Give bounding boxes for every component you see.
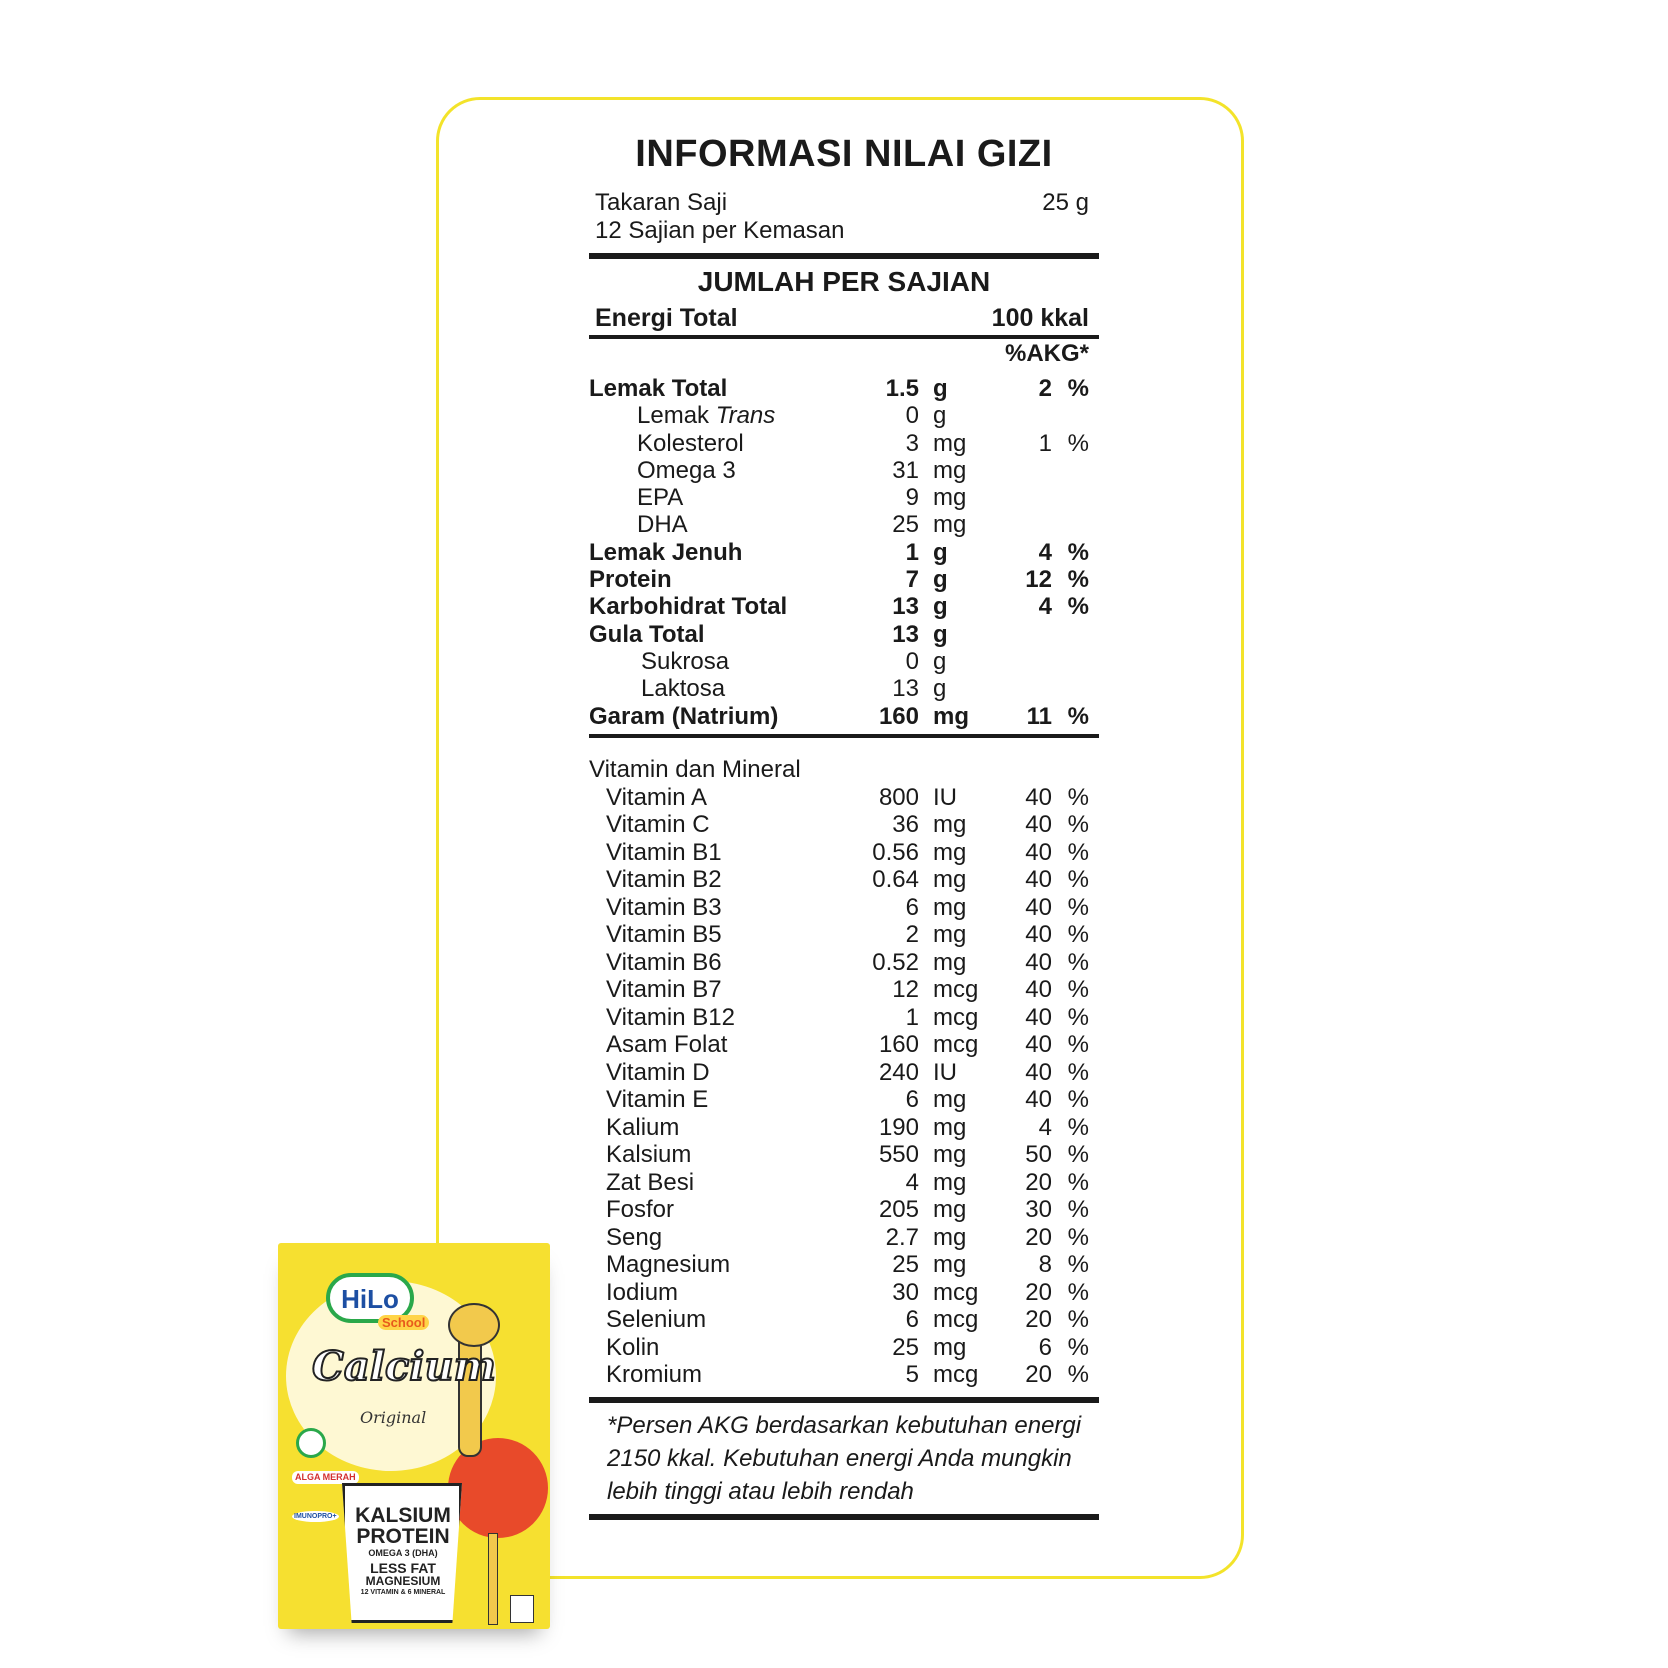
percent-sign: % [1067, 1168, 1089, 1196]
vitamin-row [589, 1251, 1099, 1279]
percent-sign: % [1067, 429, 1089, 457]
percent-sign: % [1067, 976, 1089, 1004]
percent-sign: % [1067, 948, 1089, 976]
nutrient-amount: 25 [892, 511, 919, 539]
nutrient-amount: 13 [892, 675, 919, 703]
vitamin-unit: mg [933, 1113, 967, 1141]
nutrient-name: Gula Total [589, 620, 705, 648]
divider [589, 253, 1099, 259]
percent-sign: % [1067, 1113, 1089, 1141]
percent-sign: % [1067, 1058, 1089, 1086]
energy-value: 100 kkal [991, 304, 1089, 332]
nutrient-unit: mg [933, 484, 967, 512]
nutrient-name: Sukrosa [641, 647, 730, 675]
vitamin-row [589, 1086, 1099, 1114]
percent-sign: % [1067, 375, 1089, 402]
vitamin-akg: 40 [1025, 948, 1052, 976]
vitamin-row [589, 1279, 1099, 1307]
vitamin-akg: 50 [1025, 1141, 1052, 1169]
vitamin-row [589, 976, 1099, 1004]
vitamin-akg: 4 [1038, 1113, 1052, 1141]
vitamin-akg: 40 [1025, 893, 1052, 921]
vitamin-name: Magnesium [606, 1251, 731, 1279]
vitamin-amount: 0.56 [872, 838, 919, 866]
vitamin-unit: mcg [933, 976, 979, 1004]
vitamin-amount: 240 [878, 1058, 919, 1086]
percent-sign: % [1067, 893, 1089, 921]
nutrient-amount: 31 [892, 456, 919, 484]
nutrient-row [589, 375, 1099, 402]
nutrient-row [589, 703, 1099, 730]
vitamin-name: Vitamin B1 [606, 838, 722, 866]
nutrient-name: Omega 3 [637, 456, 736, 484]
vitamin-name: Zat Besi [606, 1168, 695, 1196]
vitamin-unit: mg [933, 893, 967, 921]
vitamin-name: Kalium [606, 1113, 680, 1141]
vitamin-unit: mg [933, 1196, 967, 1224]
percent-sign: % [1067, 866, 1089, 894]
vitamin-row [589, 1196, 1099, 1224]
nutrient-row [589, 675, 1099, 702]
vitamin-amount: 550 [878, 1141, 919, 1169]
vitamin-akg: 20 [1025, 1223, 1052, 1251]
vitamin-unit: mg [933, 1251, 967, 1279]
vitamin-name: Vitamin B12 [606, 1003, 735, 1031]
product-variant: Original [360, 1408, 427, 1427]
vitamin-name: Fosfor [606, 1196, 675, 1224]
product-claims: KALSIUM PROTEIN OMEGA 3 (DHA) LESS FAT MAGNESIUM 12 VITAMIN & 6 MINERAL [355, 1504, 451, 1596]
vitamin-name: Selenium [606, 1306, 707, 1334]
vitamin-akg: 40 [1025, 976, 1052, 1004]
percent-sign: % [1067, 838, 1089, 866]
akg-heading: %AKG* [1004, 340, 1089, 367]
vitamin-row [589, 1031, 1099, 1059]
nutrient-row [589, 593, 1099, 620]
vitamin-name: Vitamin B2 [606, 866, 722, 894]
vitamin-list [589, 784, 1099, 1389]
vitamin-name: Vitamin C [606, 811, 710, 839]
nutrient-unit: g [933, 538, 948, 566]
nutrient-amount: 0 [905, 402, 919, 430]
vitamin-row [589, 811, 1099, 839]
vitamin-row [589, 784, 1099, 812]
divider [589, 1514, 1099, 1520]
vitamin-unit: mg [933, 1223, 967, 1251]
vitamin-amount: 36 [892, 811, 919, 839]
percent-sign: % [1067, 921, 1089, 949]
nutrient-unit: g [933, 402, 947, 430]
nutrient-row [589, 539, 1099, 566]
percent-sign: % [1067, 702, 1089, 730]
vitamin-unit: mg [933, 1086, 967, 1114]
vitamin-unit: mcg [933, 1306, 979, 1334]
percent-sign: % [1067, 1223, 1089, 1251]
vitamin-amount: 25 [892, 1251, 919, 1279]
vitamin-unit: mcg [933, 1278, 979, 1306]
percent-sign: % [1067, 566, 1089, 594]
vitamin-akg: 20 [1025, 1306, 1052, 1334]
vitamin-name: Seng [606, 1223, 663, 1251]
nutrient-row [589, 621, 1099, 648]
percent-sign: % [1067, 1086, 1089, 1114]
vitamin-name: Vitamin B3 [606, 893, 722, 921]
nutrient-row [589, 402, 1099, 429]
vitamin-amount: 4 [905, 1168, 919, 1196]
vitamin-akg: 8 [1038, 1251, 1052, 1279]
vitamin-amount: 30 [892, 1278, 919, 1306]
vitamin-row [589, 1224, 1099, 1252]
vitamin-amount: 1 [905, 1003, 919, 1031]
vitamin-amount: 2 [905, 921, 919, 949]
vitamin-unit: mg [933, 948, 967, 976]
vitamin-akg: 20 [1025, 1278, 1052, 1306]
serving-size-label: Takaran Saji [595, 189, 728, 216]
vitamin-unit: mg [933, 1168, 967, 1196]
vitamin-amount: 6 [905, 1306, 919, 1334]
vitamin-name: Vitamin A [606, 783, 707, 811]
nutrient-amount: 13 [892, 620, 919, 648]
vitamin-amount: 6 [905, 893, 919, 921]
nutrient-row [589, 511, 1099, 538]
vitamin-amount: 25 [892, 1333, 919, 1361]
vitamin-name: Vitamin B6 [606, 948, 722, 976]
nutrient-name: Lemak Jenuh [589, 538, 743, 566]
energy-row [589, 301, 1099, 335]
nutrient-name: Protein [589, 566, 672, 594]
vitamin-unit: mg [933, 921, 967, 949]
vitamin-row [589, 1169, 1099, 1197]
vitamin-name: Kromium [606, 1361, 703, 1389]
vitamin-unit: mg [933, 838, 967, 866]
nutrient-akg: 4 [1038, 593, 1052, 621]
vitamin-amount: 2.7 [885, 1223, 919, 1251]
halal-logo-icon [510, 1595, 534, 1623]
vitamin-row [589, 1004, 1099, 1032]
nutrient-unit: g [933, 620, 948, 648]
vitamin-amount: 12 [892, 976, 919, 1004]
percent-sign: % [1067, 538, 1089, 566]
vitamin-akg: 40 [1025, 811, 1052, 839]
vitamin-row [589, 1114, 1099, 1142]
serving-size-value: 25 g [1042, 189, 1089, 216]
percent-sign: % [1067, 1196, 1089, 1224]
vitamin-akg: 20 [1025, 1168, 1052, 1196]
vitamin-name: Vitamin D [606, 1058, 710, 1086]
vitamin-akg: 40 [1025, 838, 1052, 866]
sub-brand-logo: School [378, 1315, 429, 1330]
vitamin-row [589, 1141, 1099, 1169]
nutrient-row [589, 457, 1099, 484]
vitamin-akg: 40 [1025, 866, 1052, 894]
brand-logo: HiLo [326, 1273, 414, 1323]
vitamin-row [589, 894, 1099, 922]
percent-sign: % [1067, 1003, 1089, 1031]
percent-sign: % [1067, 1361, 1089, 1389]
vitamin-amount: 205 [878, 1196, 919, 1224]
percent-sign: % [1067, 1251, 1089, 1279]
vitamin-name: Asam Folat [606, 1031, 728, 1059]
nutrient-amount: 7 [905, 566, 919, 594]
vitamin-akg: 20 [1025, 1361, 1052, 1389]
nutrient-name: EPA [637, 484, 684, 512]
alga-merah-badge: ALGA MERAH [292, 1471, 359, 1484]
vitamin-name: Vitamin B7 [606, 976, 722, 1004]
immuno-badge: IMUNOPRO+ [294, 1513, 337, 1520]
nutrient-akg: 1 [1038, 429, 1052, 457]
nutrient-list [589, 375, 1099, 730]
nutrient-akg: 12 [1025, 566, 1052, 594]
vitamin-amount: 190 [878, 1113, 919, 1141]
product-package-image [278, 1243, 550, 1629]
percent-sign: % [1067, 1278, 1089, 1306]
energy-label: Energi Total [595, 304, 738, 332]
nutrient-akg: 2 [1038, 375, 1052, 402]
vitamin-row [589, 1361, 1099, 1389]
nutrient-amount: 1 [905, 538, 919, 566]
vitamin-unit: mcg [933, 1361, 979, 1389]
vitamin-akg: 40 [1025, 783, 1052, 811]
vitamin-akg: 40 [1025, 1031, 1052, 1059]
percent-sign: % [1067, 593, 1089, 621]
vitamin-amount: 0.64 [872, 866, 919, 894]
vitamin-unit: mg [933, 866, 967, 894]
nutrient-row [589, 484, 1099, 511]
vitamins-heading: Vitamin dan Mineral [589, 755, 801, 783]
servings-per-pack: 12 Sajian per Kemasan [595, 217, 845, 244]
nutrient-unit: mg [933, 511, 967, 539]
vitamin-unit: mg [933, 1333, 967, 1361]
nutrient-row [589, 430, 1099, 457]
label-title: INFORMASI NILAI GIZI [635, 133, 1053, 175]
vitamin-unit: IU [933, 783, 957, 811]
vitamin-amount: 160 [878, 1031, 919, 1059]
nutrient-amount: 3 [905, 429, 919, 457]
nutrient-name: Kolesterol [637, 429, 744, 457]
nutrient-amount: 9 [905, 484, 919, 512]
vitamin-akg: 40 [1025, 1003, 1052, 1031]
nutrient-akg: 11 [1026, 702, 1052, 730]
vitamin-name: Iodium [606, 1278, 679, 1306]
vitamin-row [589, 839, 1099, 867]
vitamin-row [589, 1306, 1099, 1334]
vitamin-amount: 800 [878, 783, 919, 811]
vitamin-name: Kalsium [606, 1141, 692, 1169]
nutrient-name: Lemak Trans [637, 402, 776, 430]
vitamin-name: Vitamin E [606, 1086, 709, 1114]
nutrient-amount: 0 [905, 647, 919, 675]
percent-sign: % [1067, 1306, 1089, 1334]
vitamin-unit: mcg [933, 1003, 979, 1031]
product-name: Calcium [312, 1343, 496, 1390]
vitamin-unit: IU [933, 1058, 957, 1086]
footnote: *Persen AKG berdasarkan kebutuhan energi 2150 kkal. Kebutuhan energi Anda mungkin lebih tinggi atau lebih rendah [607, 1411, 1082, 1505]
nutrient-unit: mg [933, 456, 967, 484]
nutrient-row [589, 648, 1099, 675]
nutrient-amount: 1.5 [885, 375, 919, 402]
vitamin-amount: 6 [905, 1086, 919, 1114]
vitamin-amount: 5 [905, 1361, 919, 1389]
vitamin-row [589, 949, 1099, 977]
vitamin-akg: 6 [1038, 1333, 1052, 1361]
percent-sign: % [1067, 1031, 1089, 1059]
percent-sign: % [1067, 1141, 1089, 1169]
nutrient-unit: g [933, 375, 948, 402]
nutrition-facts-label [589, 135, 1099, 1520]
nutrient-name: Garam (Natrium) [589, 702, 779, 730]
nutrient-name: Laktosa [641, 675, 726, 703]
nutrient-name: Lemak Total [589, 375, 728, 402]
vitamin-name: Kolin [606, 1333, 660, 1361]
percent-sign: % [1067, 811, 1089, 839]
vitamin-akg: 30 [1025, 1196, 1052, 1224]
vitamin-row [589, 921, 1099, 949]
nutrient-name: DHA [637, 511, 688, 539]
vitamin-akg: 40 [1025, 1058, 1052, 1086]
vitamin-row [589, 866, 1099, 894]
nutrient-row [589, 566, 1099, 593]
nutrient-unit: g [933, 647, 947, 675]
percent-sign: % [1067, 783, 1089, 811]
vitamin-unit: mg [933, 1141, 967, 1169]
vitamin-unit: mg [933, 811, 967, 839]
vitamin-unit: mcg [933, 1031, 979, 1059]
per-serving-heading: JUMLAH PER SAJIAN [697, 266, 991, 297]
nutrient-amount: 13 [892, 593, 919, 621]
nutrient-name: Karbohidrat Total [589, 593, 788, 621]
vitamin-row [589, 1059, 1099, 1087]
nutrient-akg: 4 [1038, 538, 1052, 566]
nutrient-unit: mg [933, 429, 967, 457]
check-badge-icon [296, 1428, 326, 1458]
nutrient-unit: g [933, 593, 948, 621]
vitamin-amount: 0.52 [872, 948, 919, 976]
vitamin-akg: 40 [1025, 921, 1052, 949]
vitamin-row [589, 1334, 1099, 1362]
nutrient-unit: g [933, 675, 947, 703]
vitamin-akg: 40 [1025, 1086, 1052, 1114]
nutrient-unit: mg [933, 702, 969, 730]
percent-sign: % [1067, 1333, 1089, 1361]
vitamin-name: Vitamin B5 [606, 921, 722, 949]
nutrient-unit: g [933, 566, 948, 594]
nutrient-amount: 160 [878, 702, 919, 730]
serving-info [589, 189, 1099, 247]
